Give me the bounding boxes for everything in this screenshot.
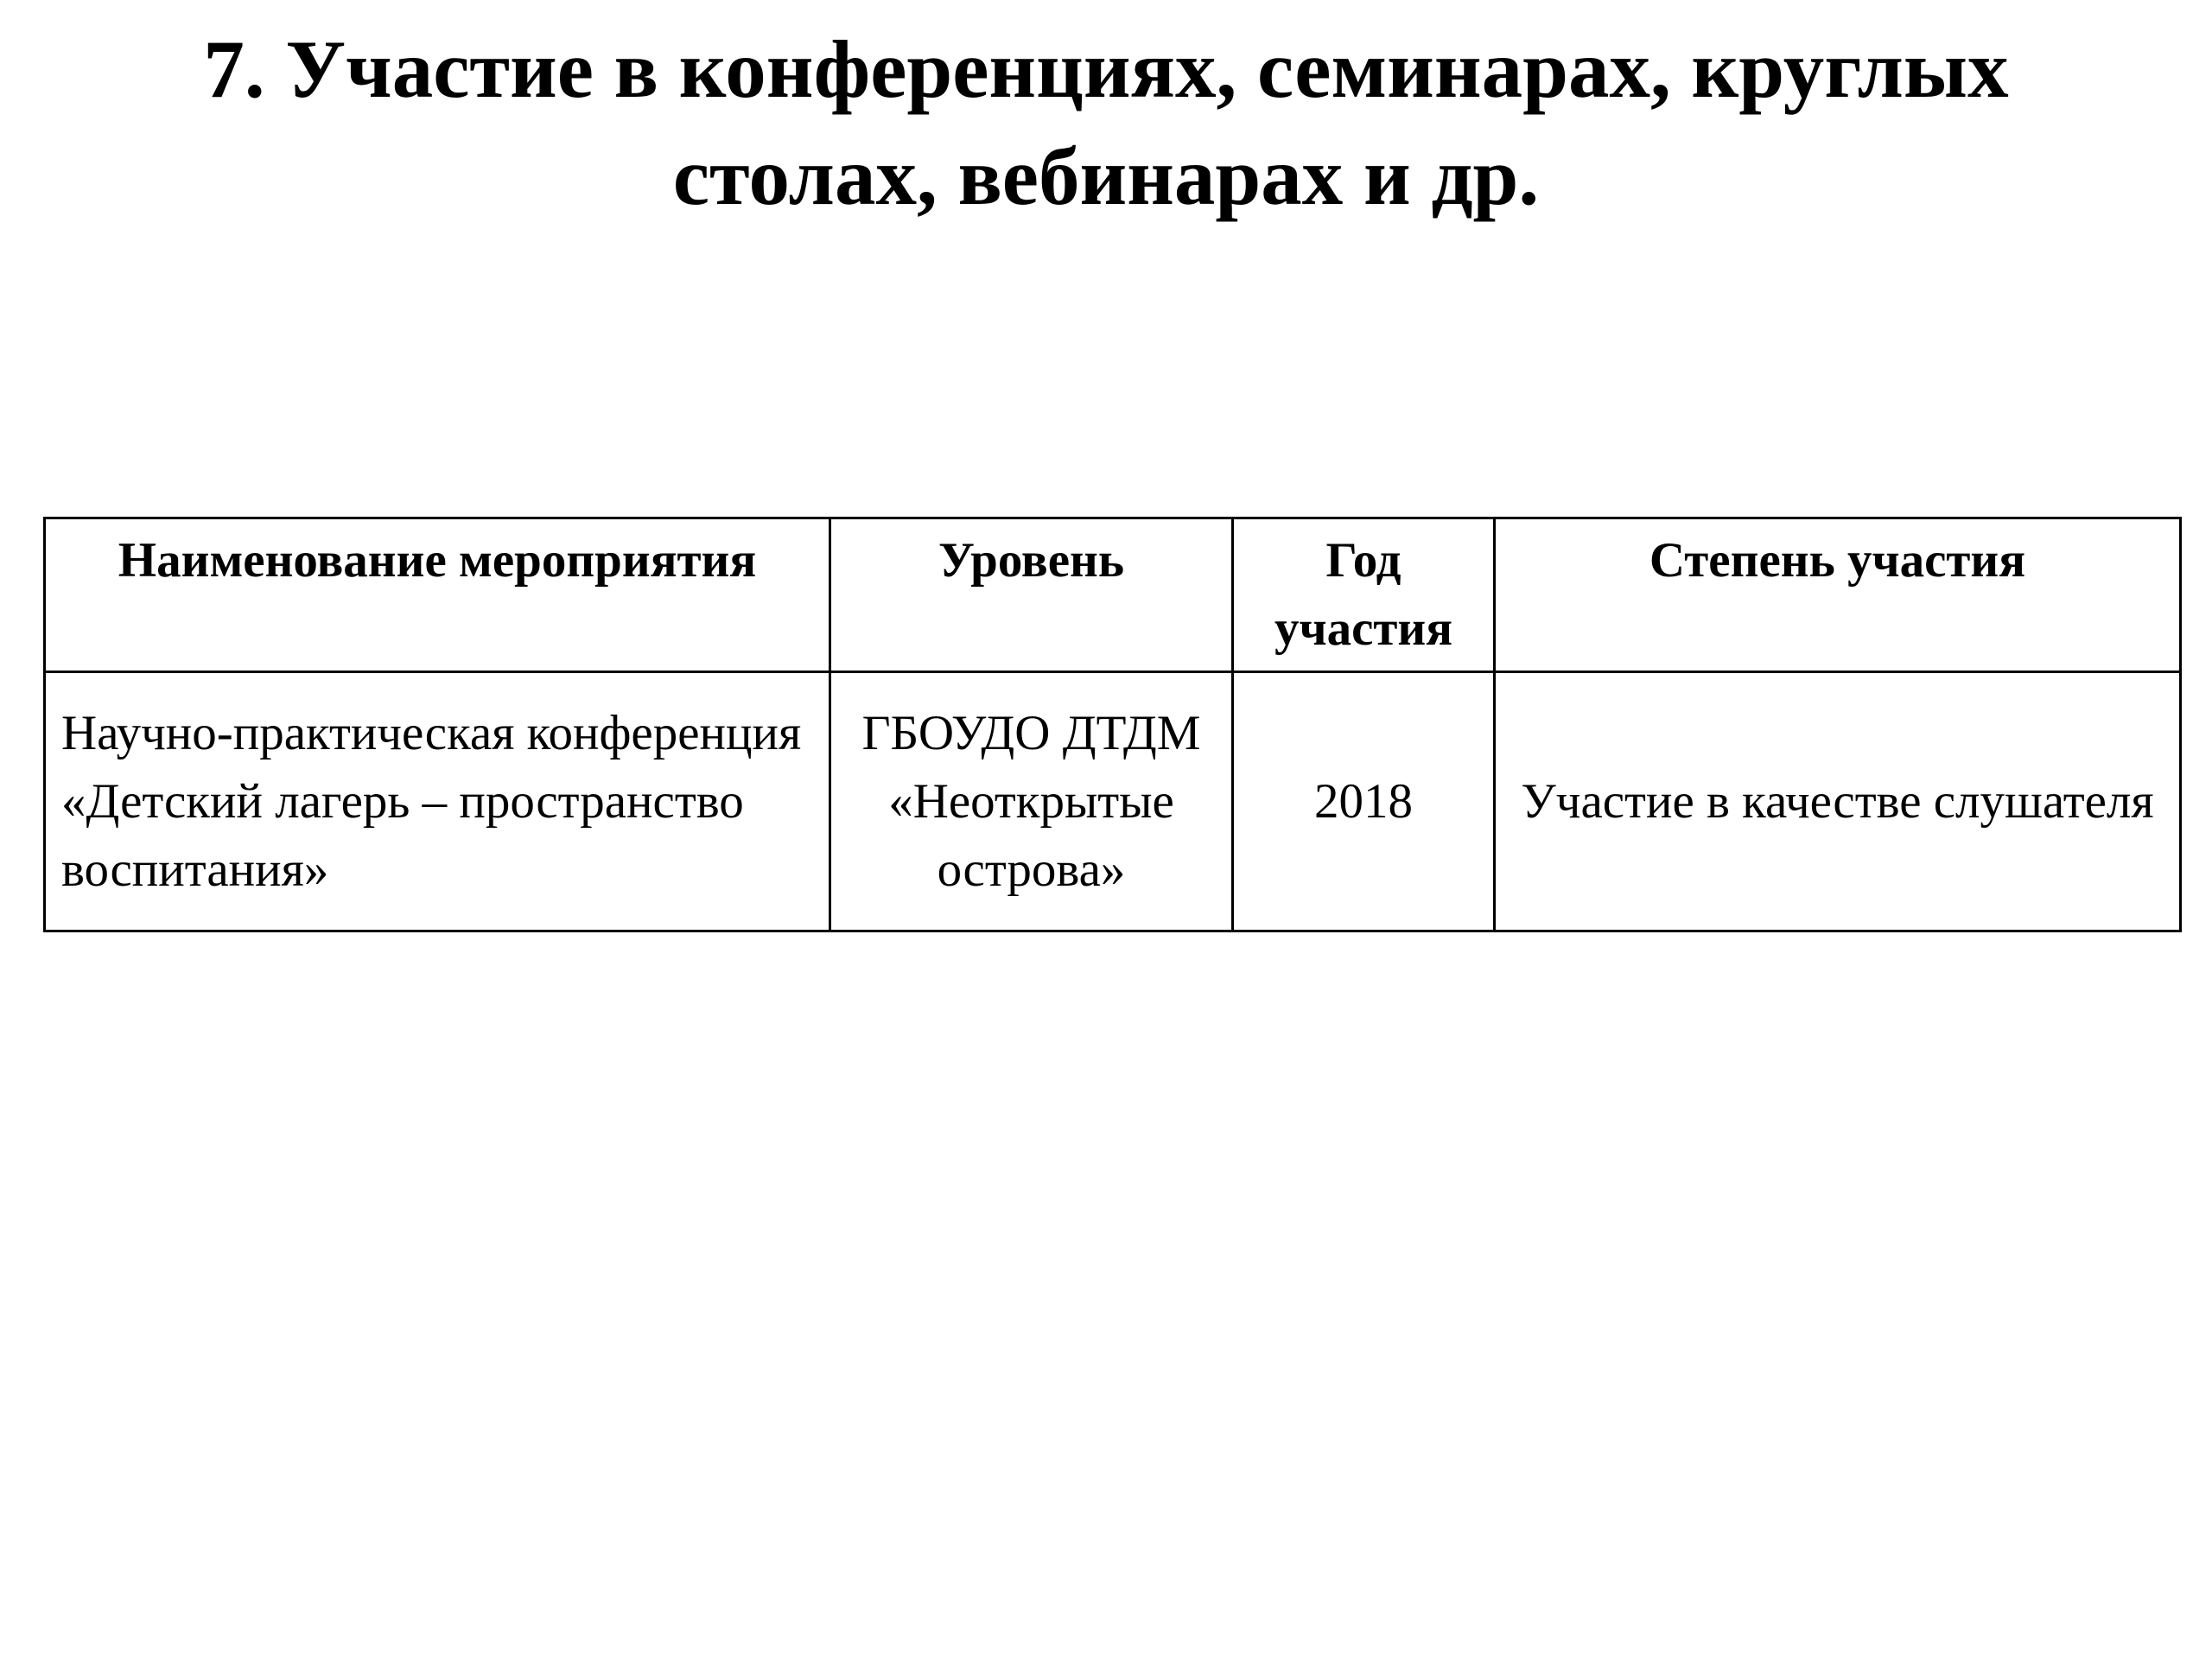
page-title — [86, 16, 2126, 230]
cell-event-name-line-2: «Детский лагерь – пространство — [61, 774, 744, 829]
cell-level-line-2: «Неоткрытые — [888, 774, 1174, 829]
cell-level — [830, 672, 1233, 931]
page-title-line-2: столах, вебинарах и др. — [672, 130, 1540, 222]
cell-event-name-line-3: воспитания» — [61, 842, 329, 897]
cell-event-name-line-1: Научно-практическая конференция — [61, 706, 802, 760]
table-row — [45, 672, 2181, 931]
cell-participation: Участие в качестве слушателя — [1495, 672, 2181, 931]
cell-year: 2018 — [1233, 672, 1495, 931]
column-header-level: Уровень — [830, 518, 1233, 672]
page-title-line-1: 7. Участие в конференциях, семинарах, круглых — [203, 23, 2009, 115]
cell-level-line-3: острова» — [937, 842, 1126, 897]
events-table — [43, 517, 2182, 932]
table-header-row — [45, 518, 2181, 672]
column-header-participation: Степень участия — [1495, 518, 2181, 672]
column-header-year-line-2: участия — [1274, 601, 1453, 656]
column-header-year — [1233, 518, 1495, 672]
cell-event-name — [45, 672, 830, 931]
column-header-name: Наименование мероприятия — [45, 518, 830, 672]
column-header-year-line-1: Год — [1325, 533, 1402, 588]
cell-level-line-1: ГБОУДО ДТДМ — [861, 706, 1201, 760]
